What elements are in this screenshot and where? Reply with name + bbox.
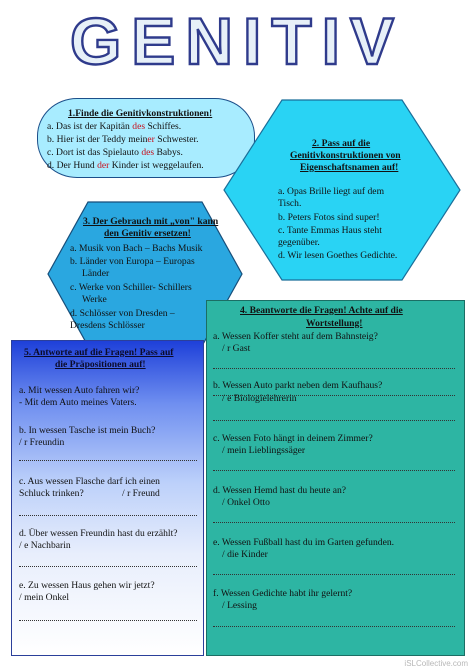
task1-item-b: b. Hier ist der Teddy meiner Schwester. (47, 134, 199, 145)
task4-question-e: e. Wessen Fußball hast du im Garten gefunden. (213, 537, 395, 548)
task5-question-c: c. Aus wessen Flasche darf ich einen (19, 476, 160, 487)
task5-question-e: e. Zu wessen Haus gehen wir jetzt? (19, 580, 155, 591)
watermark: iSLCollective.com (404, 659, 468, 668)
task5-heading-2: die Präpositionen auf! (55, 359, 146, 370)
answer-line[interactable] (213, 522, 455, 523)
task2-heading-1: 2. Pass auf die (312, 138, 371, 149)
task2-item-d: d. Wir lesen Goethes Gedichte. (278, 250, 398, 261)
task2-heading-3: Eigenschaftsnamen auf! (300, 162, 399, 173)
task4-question-f: f. Wessen Gedichte habt ihr gelernt? (213, 588, 353, 599)
answer-line[interactable] (213, 420, 455, 421)
answer-line[interactable] (19, 460, 197, 461)
task4-hint-a: / r Gast (222, 343, 251, 354)
task3-item-d: d. Schlösser von Dresden – (70, 308, 175, 319)
task1-heading: 1.Finde die Genitivkonstruktionen! (68, 108, 213, 119)
task4-hint-c: / mein Lieblingssäger (222, 445, 306, 456)
task4-heading-2: Wortstellung! (306, 318, 363, 329)
task4-hint-b: / e Biologielehrerin (222, 393, 297, 404)
answer-line[interactable] (19, 620, 197, 621)
task5-question-a: a. Mit wessen Auto fahren wir? (19, 385, 140, 396)
task2-item-a: a. Opas Brille liegt auf dem (278, 186, 385, 197)
task4-hint-f: / Lessing (222, 600, 257, 611)
answer-line[interactable] (213, 470, 455, 471)
answer-line[interactable] (213, 626, 455, 627)
task5-hint-a: - Mit dem Auto meines Vaters. (19, 397, 137, 408)
task5-hint-e: / mein Onkel (19, 592, 70, 603)
task3-heading-1: 3. Der Gebrauch mit „von" kann (83, 216, 219, 227)
task2-item-c2: gegenüber. (278, 237, 320, 248)
task5-question-d: d. Über wessen Freundin hast du erzählt? (19, 528, 178, 539)
task5-hint-d: / e Nachbarin (19, 540, 71, 551)
task4-question-d: d. Wessen Hemd hast du heute an? (213, 485, 347, 496)
answer-line[interactable] (19, 566, 197, 567)
task4-question-c: c. Wessen Foto hängt in deinem Zimmer? (213, 433, 373, 444)
task2-item-c: c. Tante Emmas Haus steht (278, 225, 382, 236)
task3-item-a: a. Musik von Bach – Bachs Musik (70, 243, 203, 254)
task4-question-b: b. Wessen Auto parkt neben dem Kaufhaus? (213, 380, 383, 391)
task5-question-c2: Schluck trinken? (19, 488, 84, 499)
task5-heading-1: 5. Antworte auf die Fragen! Pass auf (24, 347, 174, 358)
task3-item-b2: Länder (82, 268, 110, 279)
task4-hint-d: / Onkel Otto (222, 497, 270, 508)
task3-item-d2: Dresdens Schlösser (70, 320, 145, 331)
task4-hint-e: / die Kinder (222, 549, 268, 560)
answer-line[interactable] (213, 368, 455, 369)
task4-question-a: a. Wessen Koffer steht auf dem Bahnsteig? (213, 331, 378, 342)
task5-hint-b: / r Freundin (19, 437, 65, 448)
task1-item-c: c. Dort ist das Spielauto des Babys. (47, 147, 183, 158)
answer-line[interactable] (213, 574, 455, 575)
task1-item-d: d. Der Hund der Kinder ist weggelaufen. (47, 160, 204, 171)
task5-question-b: b. In wessen Tasche ist mein Buch? (19, 425, 156, 436)
task2-item-b: b. Peters Fotos sind super! (278, 212, 380, 223)
task1-item-a: a. Das ist der Kapitän des Schiffes. (47, 121, 182, 132)
task3-heading-2: den Genitiv ersetzen! (104, 228, 191, 239)
task3-item-c: c. Werke von Schiller- Schillers (70, 282, 192, 293)
task2-heading-2: Genitivkonstruktionen von (290, 150, 401, 161)
task5-hint-c: / r Freund (122, 488, 160, 499)
worksheet-title (0, 6, 474, 74)
task4-heading-1: 4. Beantworte die Fragen! Achte auf die (240, 305, 403, 316)
answer-line[interactable] (19, 515, 197, 516)
task3-item-c2: Werke (82, 294, 107, 305)
task3-item-b: b. Länder von Europa – Europas (70, 256, 195, 267)
task2-item-a2: Tisch. (278, 198, 302, 209)
title-text: GENITIV (69, 6, 405, 74)
